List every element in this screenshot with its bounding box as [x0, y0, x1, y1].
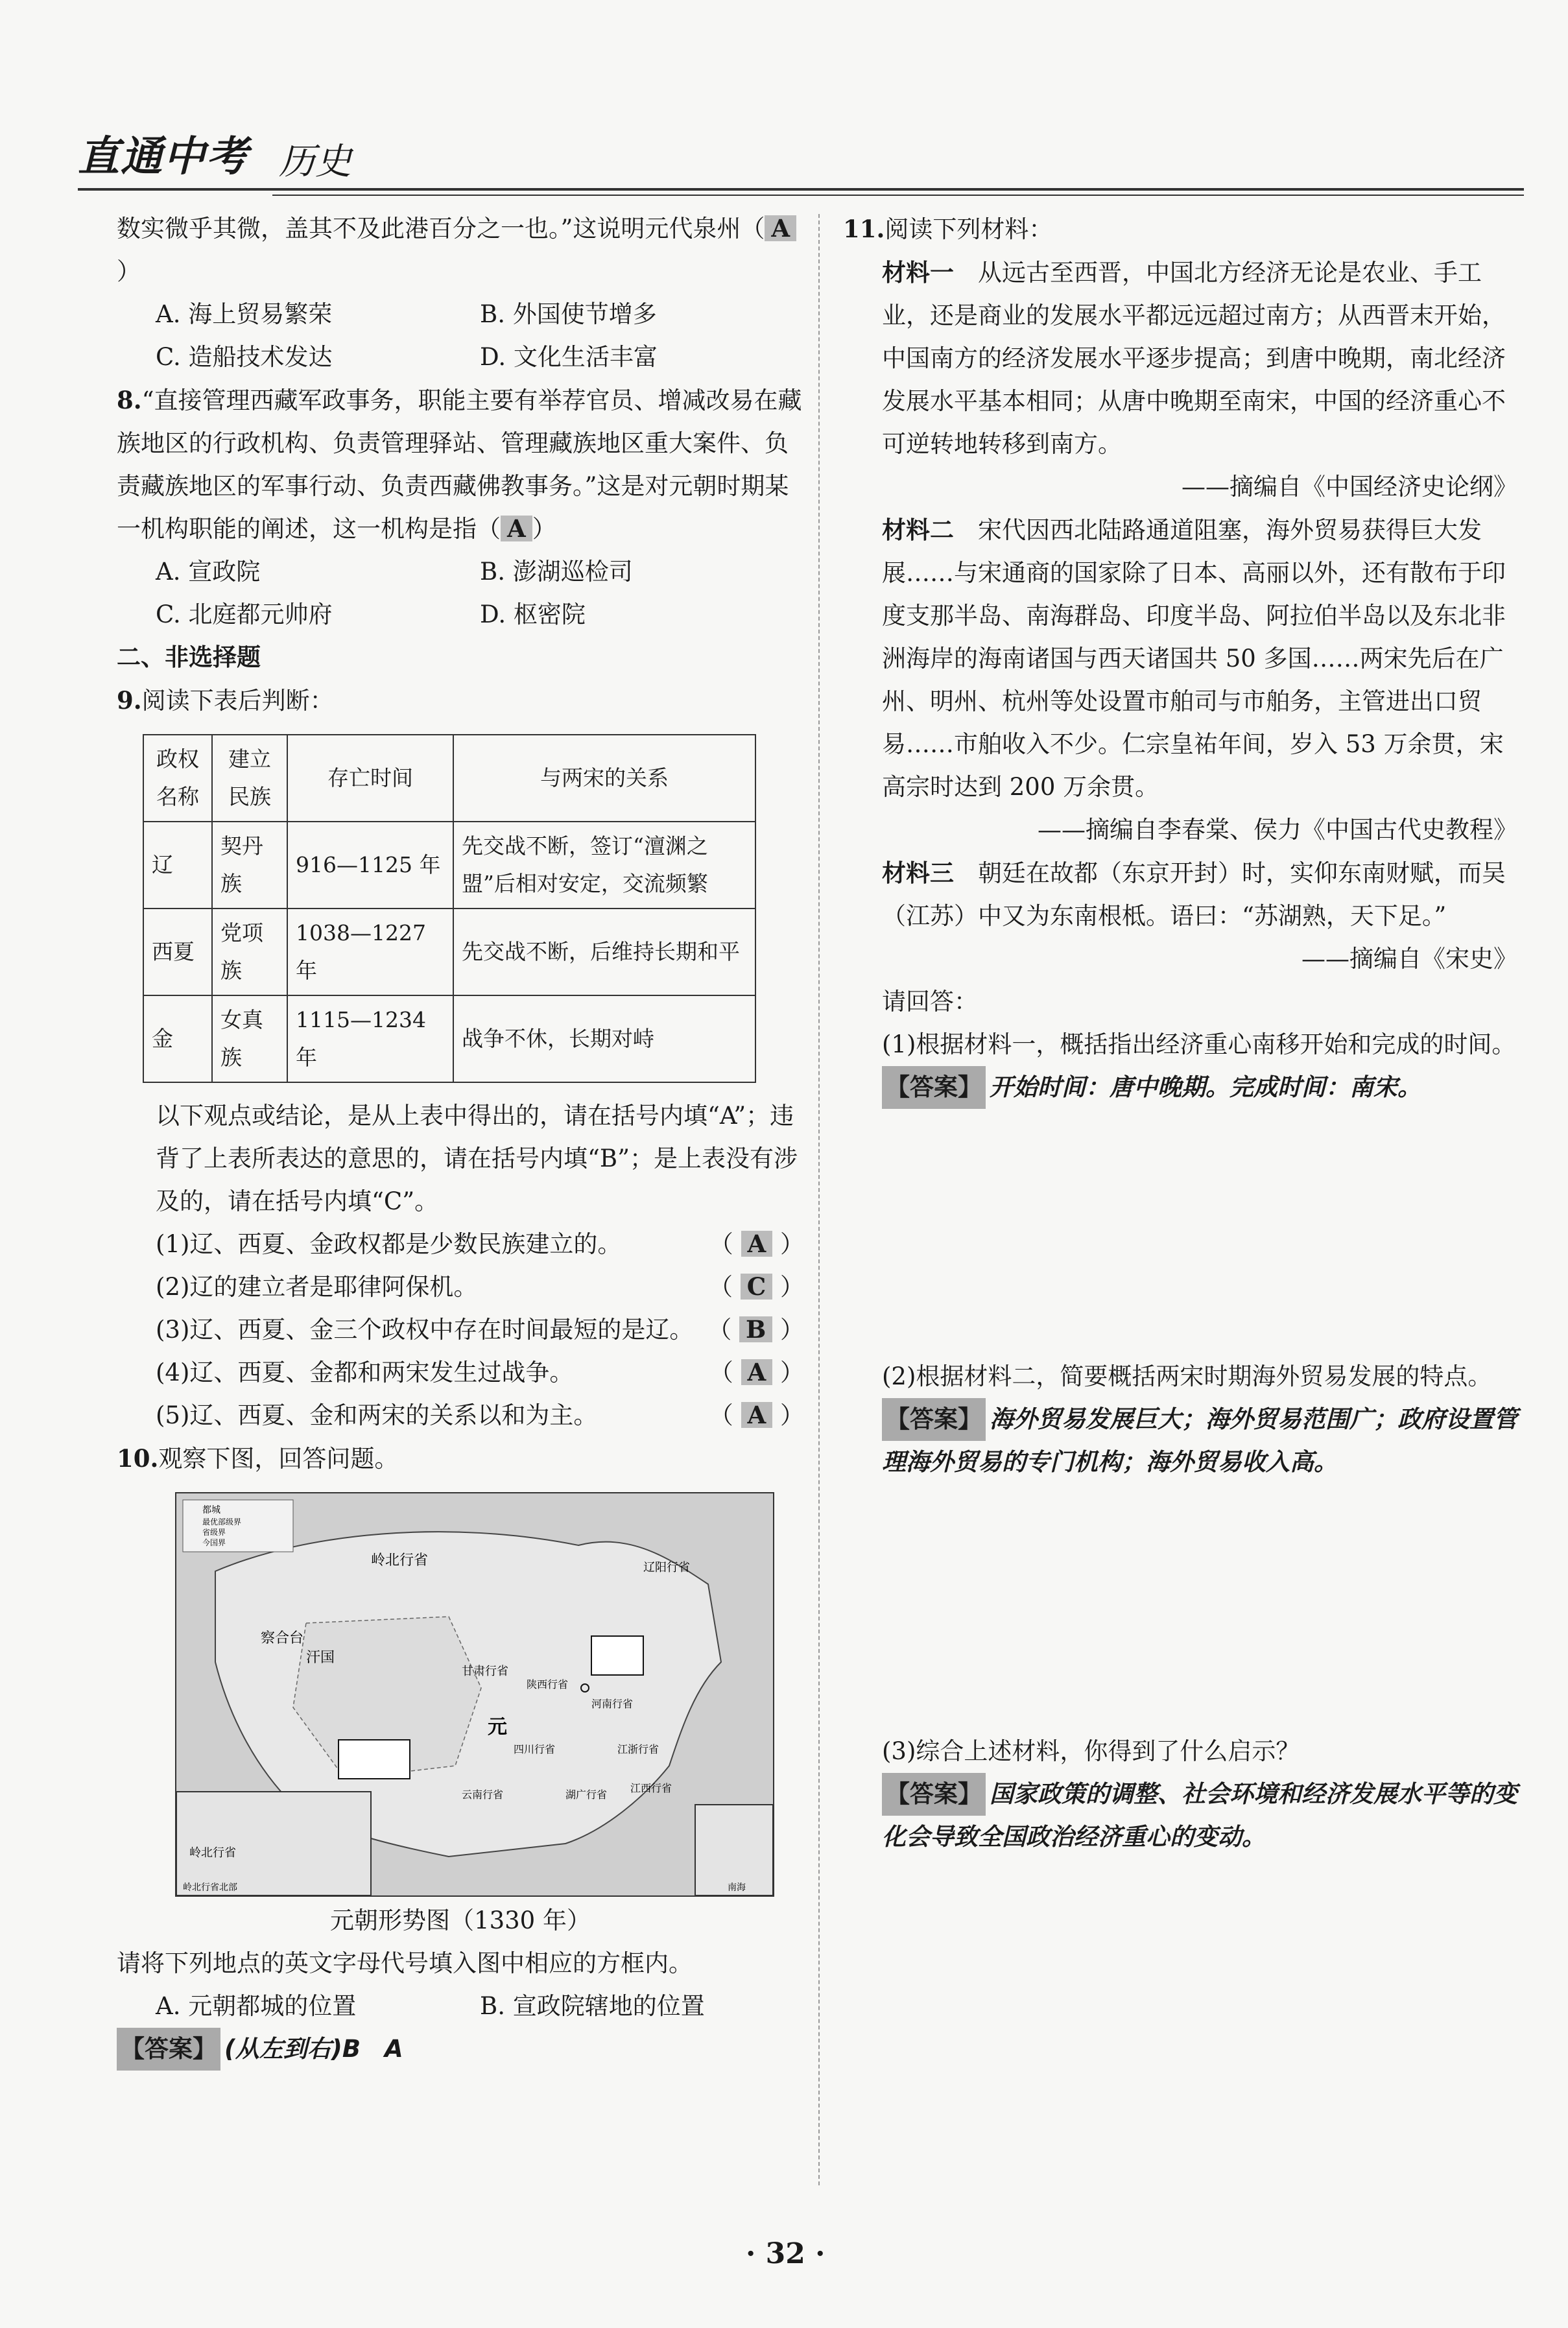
q7-options [117, 293, 804, 379]
region-label: 江浙行省 [617, 1743, 659, 1755]
answer-box-capital [591, 1636, 643, 1675]
table-header: 存亡时间 [287, 735, 453, 822]
region-label: 陕西行省 [527, 1678, 569, 1691]
q10-options [117, 1985, 804, 2028]
q9-stem: 9.阅读下表后判断： [117, 686, 334, 715]
judgement-item: (4)辽、西夏、金都和两宋发生过战争。 （ A ） [156, 1358, 804, 1386]
q8-options [117, 551, 804, 636]
answer-tag: 【答案】 [882, 1066, 986, 1109]
sub-question-3: (3)综合上述材料，你得到了什么启示？ [882, 1737, 1300, 1765]
answer-badge: C [741, 1274, 772, 1300]
option: C. 北庭都元帅府 [156, 600, 333, 628]
series-logo: 直通中考 [78, 132, 249, 181]
judgement-item: (2)辽的建立者是耶律阿保机。 （ C ） [156, 1272, 804, 1301]
option: C. 造船技术发达 [156, 343, 333, 371]
material-2: 材料二 宋代因西北陆路通道阻塞，海外贸易获得巨大发展……与宋通商的国家除了日本、高丽以外，还有散布于印度支那半岛、南海群岛、印度半岛、阿拉伯半岛以及东北非洲海岸的海南诸国与西天诸国共 50 多国……两宋先后在广州、明州、杭州等处设置市舶司与市舶务，主管进出口贸易……市舶收入不少。仁宗皇祐年间，岁入 53 万余贯，宋高宗时达到 200 万余贯。 [882, 516, 1506, 801]
material-3-source: ——摘编自《宋史》 [1301, 945, 1517, 973]
page-number: · 32 · [746, 2237, 826, 2270]
answer-badge: A [741, 1402, 773, 1428]
subject-title: 历史 [279, 141, 351, 183]
answer-box-xuanzheng [339, 1740, 410, 1779]
answer-3: 【答案】 国家政策的调整、社会环境和经济发展水平等的变化会导致全国政治经济重心的变动。 [843, 1773, 1517, 1859]
inset-title: 岭北行省北部 [183, 1883, 237, 1893]
option: B. 澎湖巡检司 [480, 558, 633, 586]
option: A. 宣政院 [156, 558, 261, 586]
legend-capital: 都城 [202, 1505, 220, 1515]
sub-question-1: (1)根据材料一，概括指出经济重心南移开始和完成的时间。 [882, 1030, 1516, 1058]
table-header: 与两宋的关系 [453, 735, 755, 822]
region-label: 云南行省 [462, 1788, 504, 1801]
answer-2: 【答案】 海外贸易发展巨大；海外贸易范围广；政府设置管理海外贸易的专门机构；海外贸易收入高。 [843, 1398, 1517, 1484]
table-header: 政权名称 [143, 735, 212, 822]
q10-answer: 【答案】 (从左到右)B A [117, 2028, 804, 2071]
answer-badge: A [741, 1231, 773, 1257]
option: A. 元朝都城的位置 [156, 1992, 357, 2020]
header-rule-thin [272, 195, 1524, 196]
option: B. 宣政院辖地的位置 [480, 1992, 705, 2020]
q10-instructions: 请将下列地点的英文字母代号填入图中相应的方框内。 [117, 1949, 693, 1977]
section-heading: 二、非选择题 [117, 643, 261, 671]
region-label: 辽阳行省 [643, 1561, 690, 1574]
legend-border: 今国界 [202, 1538, 226, 1547]
option: D. 文化生活丰富 [480, 343, 658, 371]
column-divider [818, 214, 820, 2185]
q7-continuation: 数实微乎其微，盖其不及此港百分之一也。”这说明元代泉州（ A） [117, 208, 804, 293]
map-caption: 元朝形势图（1330 年） [330, 1906, 591, 1934]
answer-badge: B [739, 1316, 772, 1342]
inset-title: 南海 [728, 1883, 746, 1893]
q8-stem: 8.“直接管理西藏军政事务，职能主要有举荐官员、增减改易在藏族地区的行政机构、负责管理驿站、管理藏族地区重大案件、负责藏族地区的军事行动、负责西藏佛教事务。”这是对元朝时期某一机构职能的阐述，这一机构是指（ A ） [117, 386, 802, 543]
option: D. 枢密院 [480, 600, 586, 628]
region-label: 察合台 [261, 1630, 304, 1646]
judgement-item: (5)辽、西夏、金和两宋的关系以和为主。 （ A ） [156, 1401, 804, 1429]
answer-tag: 【答案】 [882, 1773, 986, 1816]
map-graphic [176, 1493, 773, 1895]
answer-badge: A [501, 516, 532, 541]
yuan-map-figure [175, 1492, 774, 1897]
legend-border: 省级界 [202, 1528, 226, 1537]
table-row: 金 女真族 1115—1234 年 战争不休，长期对峙 [143, 995, 755, 1082]
q10-stem: 10.观察下图，回答问题。 [117, 1444, 399, 1473]
table-header: 建立民族 [212, 735, 287, 822]
sub-question-2: (2)根据材料二，简要概括两宋时期海外贸易发展的特点。 [882, 1362, 1492, 1390]
option: B. 外国使节增多 [480, 300, 657, 328]
region-label: 甘肃行省 [462, 1665, 508, 1678]
inset-label: 岭北行省 [189, 1846, 236, 1860]
table-row: 辽 契丹族 916—1125 年 先交战不断，签订“澶渊之盟”后相对安定，交流频繁 [143, 822, 755, 909]
material-2-source: ——摘编自李春棠、侯力《中国古代史教程》 [1038, 816, 1517, 844]
region-label: 江西行省 [630, 1782, 672, 1794]
table-row: 西夏 党项族 1038—1227 年 先交战不断，后维持长期和平 [143, 909, 755, 995]
left-column [117, 208, 804, 2071]
region-label: 元 [488, 1716, 507, 1739]
regimes-table [143, 734, 756, 1083]
region-label: 四川行省 [514, 1743, 556, 1755]
right-column [843, 208, 1517, 1859]
answer-tag: 【答案】 [882, 1398, 986, 1441]
answer-badge: A [765, 215, 796, 241]
header-rule [78, 188, 1524, 191]
material-1-source: ——摘编自《中国经济史论纲》 [1182, 473, 1517, 501]
judgement-item: (3)辽、西夏、金三个政权中存在时间最短的是辽。 （ B ） [156, 1315, 804, 1344]
answer-tag: 【答案】 [117, 2028, 220, 2071]
region-label: 河南行省 [591, 1698, 634, 1710]
option: A. 海上贸易繁荣 [156, 300, 333, 328]
material-1: 材料一 从远古至西晋，中国北方经济无论是农业、手工业，还是商业的发展水平都远远超过南方；从西晋末开始，中国南方的经济发展水平逐步提高；到唐中晚期，南北经济发展水平基本相同；从唐中晚期至南宋，中国的经济重心不可逆转地转移到南方。 [882, 258, 1506, 458]
region-label: 汗国 [306, 1650, 335, 1666]
region-label: 岭北行省 [371, 1552, 429, 1569]
region-label: 湖广行省 [565, 1788, 608, 1801]
q9-instructions: 以下观点或结论，是从上表中得出的，请在括号内填“A”；违背了上表所表达的意思的，请在括号内填“B”；是上表没有涉及的，请在括号内填“C”。 [156, 1102, 798, 1215]
q11-stem: 11.阅读下列材料： [843, 215, 1053, 243]
judgement-item: (1)辽、西夏、金政权都是少数民族建立的。 （ A ） [156, 1229, 804, 1258]
answer-1: 【答案】 开始时间：唐中晚期。完成时间：南宋。 [843, 1066, 1517, 1109]
answer-badge: A [741, 1359, 773, 1385]
material-3: 材料三 朝廷在故都（东京开封）时，实仰东南财赋，而吴（江苏）中又为东南根柢。语曰：“苏湖熟，天下足。” [882, 859, 1506, 930]
prompt: 请回答： [882, 988, 978, 1016]
legend-border: 最优部级界 [202, 1517, 242, 1526]
